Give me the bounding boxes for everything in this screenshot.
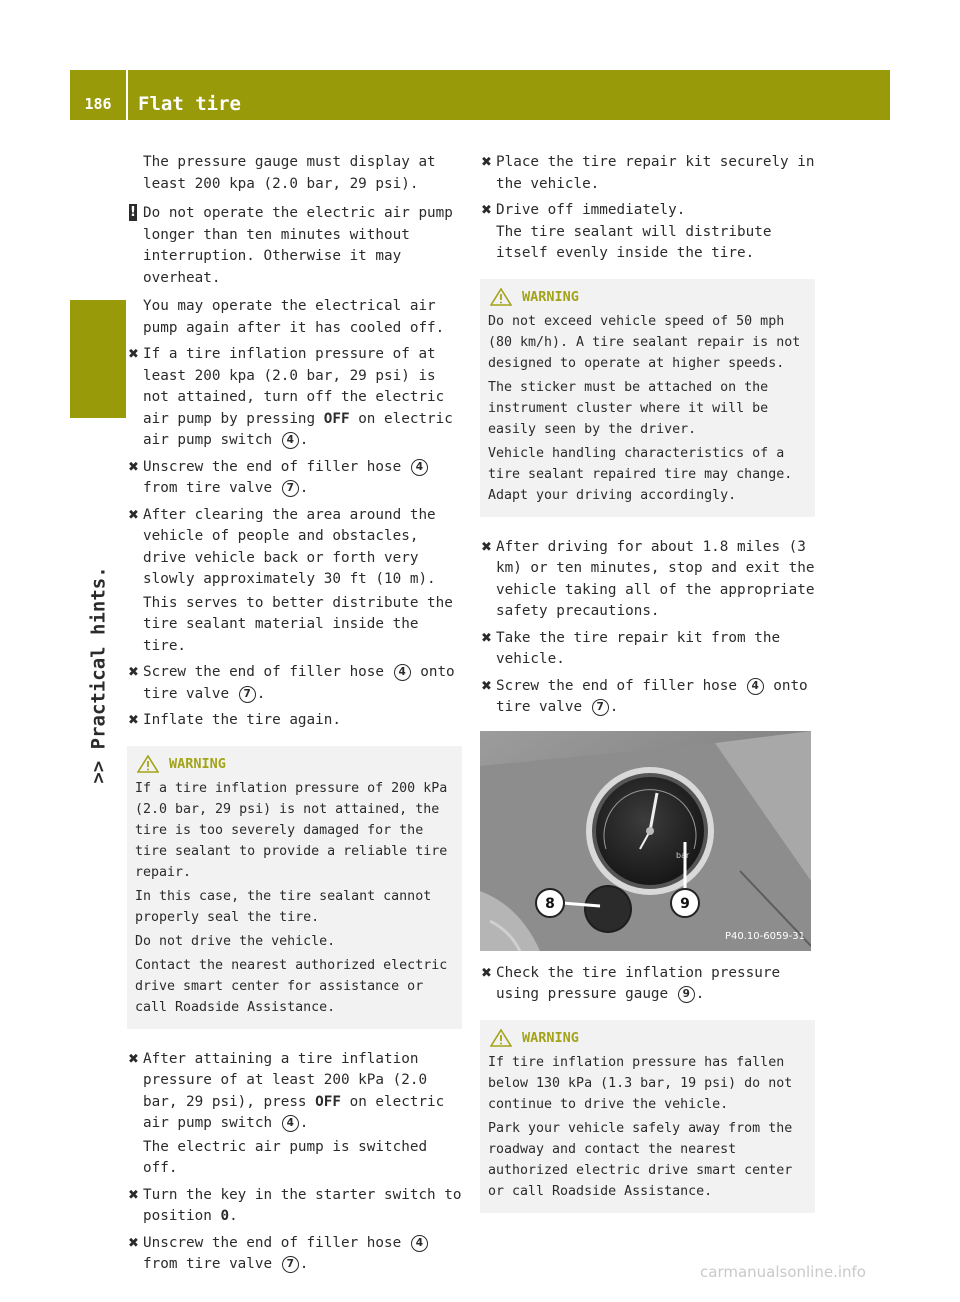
step-item: ✖ Take the tire repair kit from the vehicle. bbox=[481, 629, 781, 667]
step-item: ✖ After clearing the area around the vehicle of people and obstacles, drive vehicle back or forth very slowly approximately 30 ft (10 m). This serves to better distribute the tire sealant material inside the tire. bbox=[127, 505, 462, 658]
step-result: This serves to better distribute the tire sealant material inside the tire. bbox=[143, 594, 453, 654]
callout-4-icon: 4 bbox=[394, 664, 411, 681]
callout-7-icon: 7 bbox=[592, 699, 609, 716]
side-tab-marker bbox=[70, 300, 126, 418]
step-item: ✖ Screw the end of filler hose 4 onto tire valve 7 . bbox=[128, 664, 455, 702]
side-tab bbox=[84, 566, 114, 784]
callout-9-icon: 9 bbox=[678, 986, 695, 1003]
step-item: ✖ After attaining a tire inflation pressure of at least 200 kPa (2.0 bar, 29 psi), press OFF on electric air pump switch 4 . The electric air pump is switched off. bbox=[127, 1049, 462, 1180]
gauge-photo bbox=[480, 731, 811, 951]
step-result: The electric air pump is switched off. bbox=[143, 1138, 428, 1176]
step-item: ✖ Inflate the tire again. bbox=[127, 710, 462, 732]
key-label: 0 bbox=[220, 1208, 230, 1224]
warning-box: WARNING If a tire inflation pressure of 200 kPa (2.0 bar, 29 psi) is not attained, the tire is too severely damaged for the tire sealant to provide a reliable tire repair. In this case, the tire sealant cannot properly seal the tire. Do not drive the vehicle. Contact the nearest authorized electric drive smart center for assistance or call Roadside Assistance. bbox=[127, 746, 462, 1029]
key-label: OFF bbox=[323, 410, 350, 427]
section-title: Flat tire bbox=[138, 93, 241, 115]
step-item: ✖ Place the tire repair kit securely in the vehicle. bbox=[481, 154, 815, 192]
warning-triangle-icon bbox=[137, 755, 159, 773]
figure-caption: P40.10-6059-31 bbox=[724, 931, 805, 942]
header-divider bbox=[126, 70, 128, 120]
step-item: ✖ Screw the end of filler hose 4 onto tire valve 7 . bbox=[481, 677, 808, 715]
step-arrow-icon: ✖ bbox=[128, 1235, 139, 1251]
callout-8-label: 8 bbox=[545, 895, 555, 912]
caution-note bbox=[127, 203, 462, 339]
step-item: ✖ Unscrew the end of filler hose 4 from tire valve 7 . bbox=[127, 1233, 462, 1276]
side-tab-label: >> Practical hints. bbox=[87, 566, 110, 784]
warning-box: WARNING Do not exceed vehicle speed of 50 mph (80 km/h). A tire sealant repair is not designed to operate at higher speeds. The sticker must be attached on the instrument cluster where it will be easily seen by the driver. Vehicle handling characteristics of a tire sealant repaired tire may change. Adapt your driving accordingly. bbox=[480, 279, 815, 517]
step-arrow-icon: ✖ bbox=[481, 539, 492, 555]
callout-7-icon: 7 bbox=[282, 1256, 299, 1273]
warning-triangle-icon bbox=[490, 288, 512, 306]
watermark: carmanualsonline.info bbox=[700, 1263, 866, 1281]
warning-box: WARNING If tire inflation pressure has fallen below 130 kPa (1.3 bar, 19 psi) do not continue to drive the vehicle. Park your vehicle safely away from the roadway and contact the nearest authorized electric drive smart center or call Roadside Assistance. bbox=[480, 1020, 815, 1213]
callout-7-icon: 7 bbox=[282, 480, 299, 497]
step-item: ✖ After driving for about 1.8 miles (3 km) or ten minutes, stop and exit the vehicle taking all of the appropriate safety precautions. bbox=[481, 538, 815, 619]
callout-4-icon: 4 bbox=[282, 432, 299, 449]
step-item: ✖ Unscrew the end of filler hose 4 from tire valve 7 . bbox=[127, 457, 462, 500]
step-arrow-icon: ✖ bbox=[481, 630, 492, 646]
step-arrow-icon: ✖ bbox=[128, 1051, 139, 1067]
note-main: Do not operate the electric air pump longer than ten minutes without interruption. Otherwise it may overheat. bbox=[143, 205, 453, 286]
step-arrow-icon: ✖ bbox=[481, 678, 492, 694]
step-arrow-icon: ✖ bbox=[128, 347, 139, 362]
pressure-gauge-figure bbox=[480, 731, 811, 951]
callout-9-label: 9 bbox=[680, 895, 690, 912]
step-item: ✖ If a tire inflation pressure of at least 200 kpa (2.0 bar, 29 psi) is not attained, turn off the electric air pump by pressing OFF on electric air pump switch 4 . bbox=[128, 346, 453, 448]
note-sub: You may operate the electrical air pump again after it has cooled off. bbox=[143, 298, 445, 336]
step-arrow-icon: ✖ bbox=[481, 965, 492, 981]
warning-title: WARNING bbox=[169, 755, 226, 772]
gauge-unit-label: bar bbox=[676, 850, 690, 860]
step-item: ✖ Drive off immediately. The tire sealant will distribute itself evenly inside the tire. bbox=[480, 200, 815, 265]
step-arrow-icon: ✖ bbox=[128, 459, 139, 475]
page-header bbox=[70, 70, 890, 120]
step-arrow-icon: ✖ bbox=[128, 1187, 139, 1203]
page-number: 186 bbox=[84, 95, 112, 113]
step-arrow-icon: ✖ bbox=[128, 665, 139, 680]
callout-4-icon: 4 bbox=[282, 1115, 299, 1132]
intro-text: The pressure gauge must display at least 200 kpa (2.0 bar, 29 psi). bbox=[143, 154, 436, 192]
step-result: The tire sealant will distribute itself evenly inside the tire. bbox=[496, 223, 772, 261]
left-column bbox=[127, 152, 462, 1281]
step-arrow-icon: ✖ bbox=[481, 155, 492, 170]
callout-4-icon: 4 bbox=[747, 678, 764, 695]
exclamation-icon: ! bbox=[130, 205, 136, 220]
step-arrow-icon: ✖ bbox=[128, 713, 139, 728]
step-arrow-icon: ✖ bbox=[481, 203, 492, 218]
step-arrow-icon: ✖ bbox=[128, 507, 139, 523]
warning-title: WARNING bbox=[522, 288, 579, 305]
callout-4-icon: 4 bbox=[411, 459, 428, 476]
key-label: OFF bbox=[315, 1093, 341, 1110]
warning-triangle-icon bbox=[490, 1029, 512, 1047]
step-item: ✖ Check the tire inflation pressure using pressure gauge 9 . bbox=[481, 964, 781, 1002]
right-column bbox=[480, 152, 815, 1233]
step-item: ✖ Turn the key in the starter switch to position 0. bbox=[128, 1186, 462, 1224]
callout-7-icon: 7 bbox=[239, 686, 256, 703]
warning-title: WARNING bbox=[522, 1029, 579, 1046]
callout-4-icon: 4 bbox=[411, 1235, 428, 1252]
